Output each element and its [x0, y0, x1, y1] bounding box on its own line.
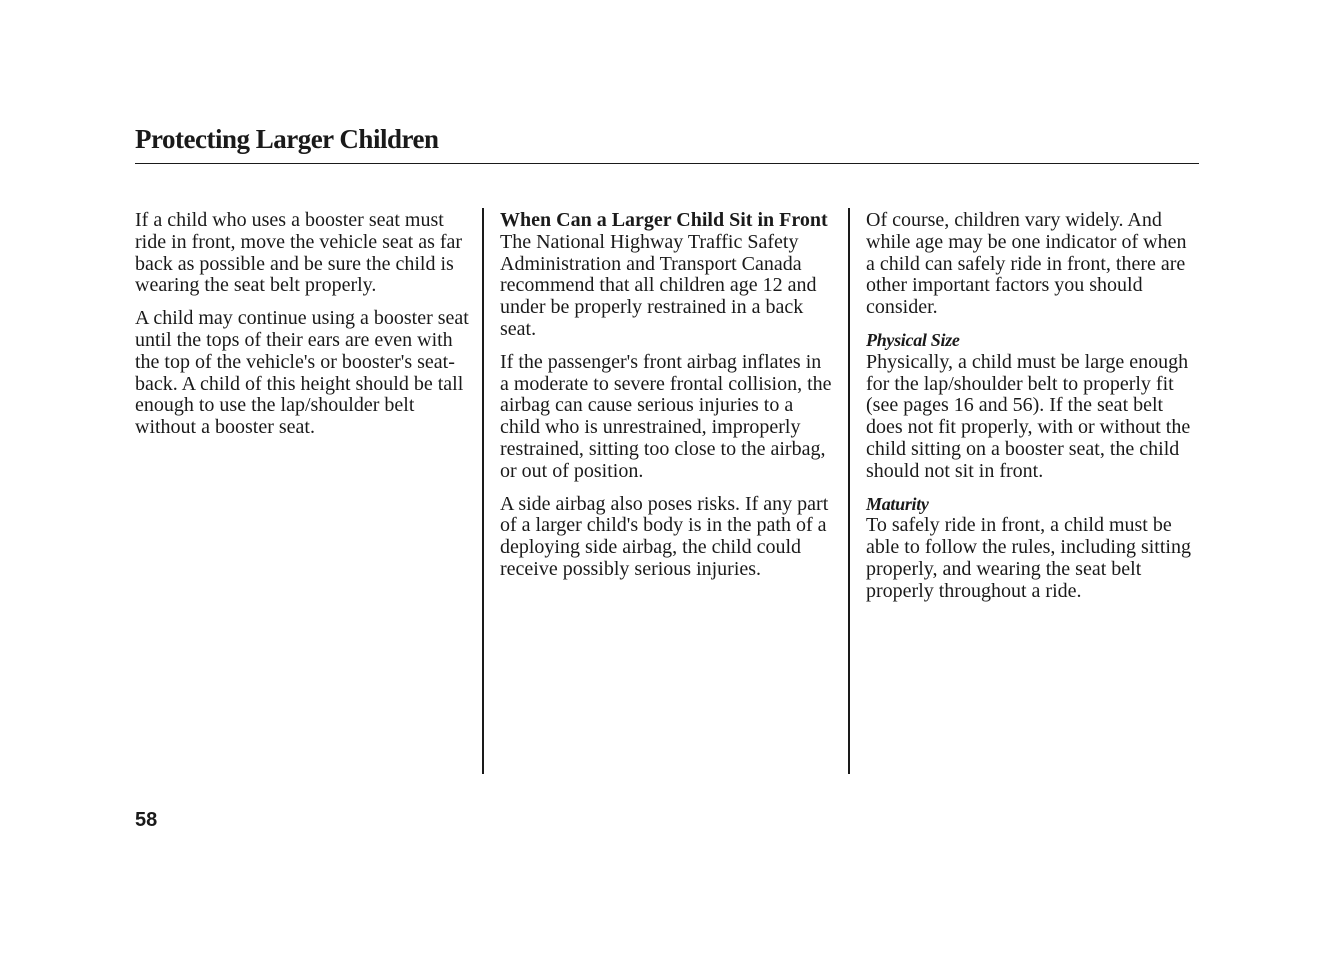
section-block	[866, 330, 1199, 483]
page-title: Protecting Larger Children	[135, 124, 439, 154]
column-divider	[482, 208, 484, 774]
page-number: 58	[135, 809, 158, 831]
subheading-maturity: Maturity	[866, 493, 929, 514]
column-right	[866, 210, 1199, 614]
title-rule	[135, 163, 1199, 164]
column-left	[135, 210, 471, 450]
paragraph: Physically, a child must be large enough for the lap/shoulder belt to properly fit (see pages 16 and 56). If the seat belt does not fit properly, with or without the child sitting on a booster seat, the child should not sit in front.	[866, 350, 1191, 482]
section-heading: When Can a Larger Child Sit in Front	[500, 209, 828, 231]
paragraph: If a child who uses a booster seat must ride in front, move the vehicle seat as far back as possible and be sure the child is wearing the seat belt properly.	[135, 209, 463, 297]
paragraph: A child may continue using a booster seat until the tops of their ears are even with the top of the vehicle's or booster's seat-back. A child of this height should be tall enough to use the lap/shoulder belt without a booster seat.	[135, 307, 469, 439]
paragraph: To safely ride in front, a child must be able to follow the rules, including sitting properly, and wearing the seat belt properly throughout a ride.	[866, 514, 1191, 602]
subheading-physical-size: Physical Size	[866, 329, 960, 350]
paragraph: A side airbag also poses risks. If any part of a larger child's body is in the path of a deploying side airbag, the child could receive possibly serious injuries.	[500, 492, 829, 580]
column-divider	[848, 208, 850, 774]
column-middle	[500, 210, 835, 592]
paragraph: If the passenger's front airbag inflates in a moderate to severe frontal collision, the airbag can cause serious injuries to a child who is unrestrained, improperly restrained, sitting too close to the airbag, or out of position.	[500, 350, 832, 482]
section-block	[500, 210, 835, 341]
paragraph: The National Highway Traffic Safety Administration and Transport Canada recommend that all children age 12 and under be properly restrained in a back seat.	[500, 230, 817, 340]
section-block	[866, 494, 1199, 603]
paragraph: Of course, children vary widely. And while age may be one indicator of when a child can safely ride in front, there are other important factors you should consider.	[866, 209, 1187, 319]
